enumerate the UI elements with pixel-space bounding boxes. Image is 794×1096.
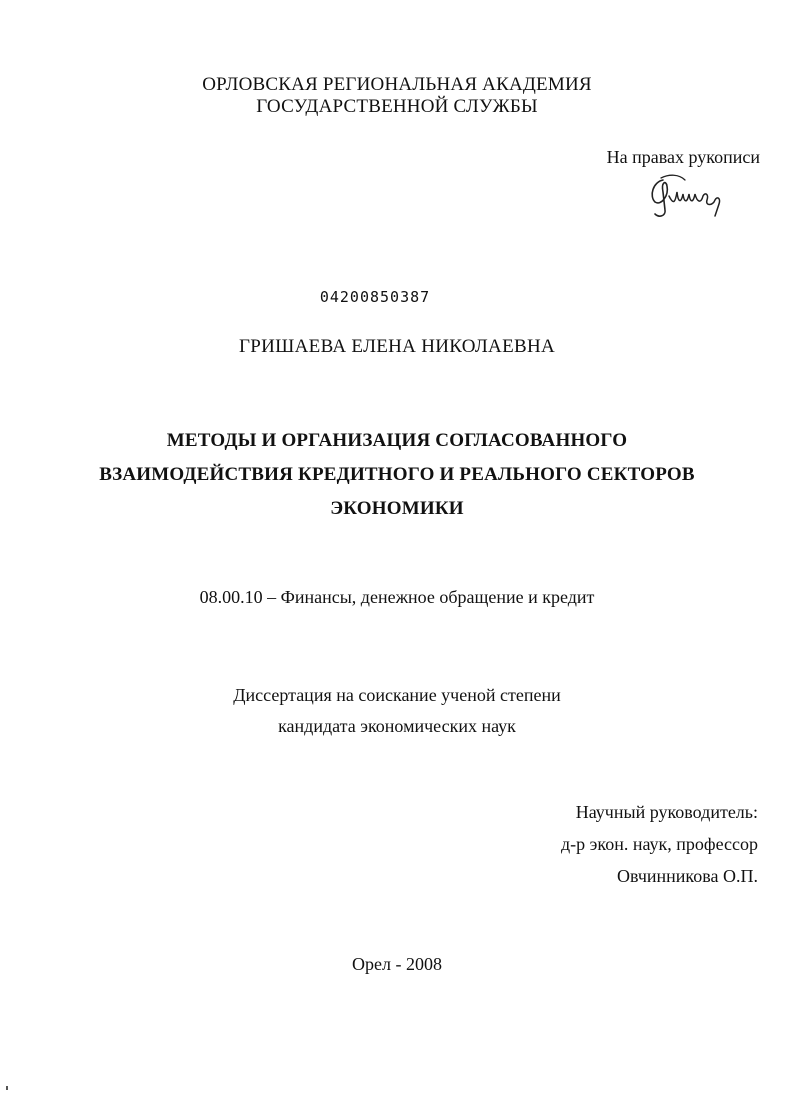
registration-code: 04200850387 [319, 288, 431, 306]
dissertation-title [0, 424, 794, 526]
degree-line-2: кандидата экономических наук [278, 716, 516, 736]
city-year: Орел - 2008 [352, 954, 442, 974]
institution-line-2: ГОСУДАРСТВЕННОЙ СЛУЖБЫ [256, 96, 538, 117]
supervisor-block [561, 796, 758, 892]
specialty: 08.00.10 – Финансы, денежное обращение и кредит [199, 587, 595, 607]
degree-statement [0, 680, 794, 742]
supervisor-label: Научный руководитель: [575, 802, 758, 822]
title-line-2: ВЗАИМОДЕЙСТВИЯ КРЕДИТНОГО И РЕАЛЬНОГО СЕКТОРОВ [99, 464, 695, 485]
manuscript-note: На правах рукописи [606, 147, 760, 167]
signature-icon [645, 170, 725, 222]
degree-line-1: Диссертация на соискание ученой степени [233, 685, 561, 705]
institution-header [0, 74, 794, 118]
scan-mark [6, 1086, 8, 1090]
institution-line-1: ОРЛОВСКАЯ РЕГИОНАЛЬНАЯ АКАДЕМИЯ [202, 74, 592, 95]
title-line-3: ЭКОНОМИКИ [330, 498, 464, 519]
supervisor-name: Овчинникова О.П. [617, 866, 758, 886]
supervisor-credentials: д-р экон. наук, профессор [560, 834, 758, 854]
title-line-1: МЕТОДЫ И ОРГАНИЗАЦИЯ СОГЛАСОВАННОГО [166, 430, 628, 451]
author-name: ГРИШАЕВА ЕЛЕНА НИКОЛАЕВНА [239, 336, 555, 357]
